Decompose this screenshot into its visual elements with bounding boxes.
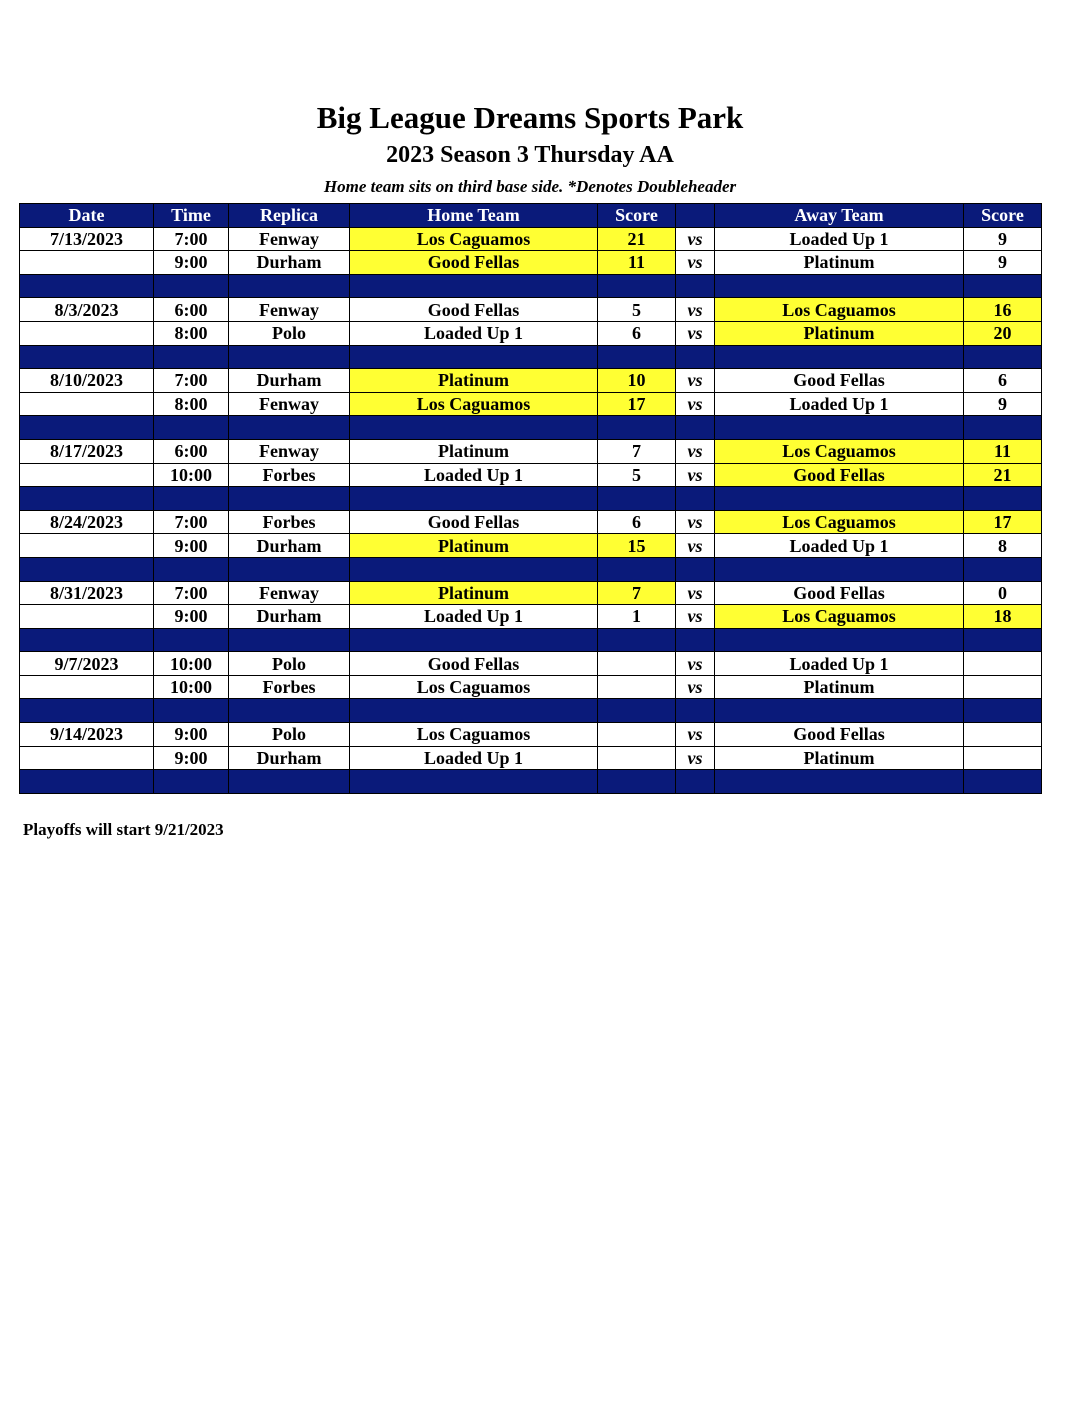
col-header-vs <box>676 204 715 228</box>
game-time: 9:00 <box>154 534 229 558</box>
game-field: Polo <box>229 652 350 676</box>
game-field: Forbes <box>229 510 350 534</box>
game-date: 7/13/2023 <box>20 227 154 251</box>
separator-cell <box>154 345 229 369</box>
separator-cell <box>229 628 350 652</box>
game-time: 9:00 <box>154 605 229 629</box>
game-time: 7:00 <box>154 369 229 393</box>
separator-cell <box>229 770 350 794</box>
home-score: 15 <box>598 534 676 558</box>
away-team: Good Fellas <box>715 723 964 747</box>
game-field: Fenway <box>229 392 350 416</box>
separator-cell <box>350 699 598 723</box>
table-row <box>20 605 1042 629</box>
home-team: Good Fellas <box>350 510 598 534</box>
separator-cell <box>676 628 715 652</box>
separator-cell <box>715 487 964 511</box>
vs-label: vs <box>676 652 715 676</box>
table-row <box>20 321 1042 345</box>
home-score <box>598 746 676 770</box>
home-team: Good Fellas <box>350 298 598 322</box>
week-separator-row <box>20 274 1042 298</box>
game-field: Forbes <box>229 463 350 487</box>
vs-label: vs <box>676 251 715 275</box>
home-team: Platinum <box>350 581 598 605</box>
home-team: Los Caguamos <box>350 675 598 699</box>
away-team: Los Caguamos <box>715 439 964 463</box>
away-team: Platinum <box>715 675 964 699</box>
separator-cell <box>20 416 154 440</box>
home-score: 7 <box>598 439 676 463</box>
vs-label: vs <box>676 723 715 747</box>
home-team: Good Fellas <box>350 251 598 275</box>
separator-cell <box>350 345 598 369</box>
col-header-away-team: Away Team <box>715 204 964 228</box>
home-team: Platinum <box>350 439 598 463</box>
home-team: Platinum <box>350 369 598 393</box>
separator-cell <box>715 699 964 723</box>
vs-label: vs <box>676 298 715 322</box>
separator-cell <box>154 274 229 298</box>
away-team: Good Fellas <box>715 463 964 487</box>
separator-cell <box>598 699 676 723</box>
separator-cell <box>964 628 1042 652</box>
home-score <box>598 675 676 699</box>
game-field: Fenway <box>229 298 350 322</box>
col-header-replica: Replica <box>229 204 350 228</box>
away-team: Good Fellas <box>715 369 964 393</box>
week-separator-row <box>20 770 1042 794</box>
separator-cell <box>229 487 350 511</box>
separator-cell <box>676 416 715 440</box>
week-separator-row <box>20 628 1042 652</box>
separator-cell <box>229 345 350 369</box>
separator-cell <box>154 770 229 794</box>
away-team: Loaded Up 1 <box>715 392 964 416</box>
home-score: 1 <box>598 605 676 629</box>
col-header-date: Date <box>20 204 154 228</box>
separator-cell <box>964 345 1042 369</box>
home-score <box>598 723 676 747</box>
separator-cell <box>598 770 676 794</box>
home-score: 7 <box>598 581 676 605</box>
away-team: Loaded Up 1 <box>715 652 964 676</box>
week-separator-row <box>20 557 1042 581</box>
col-header-time: Time <box>154 204 229 228</box>
separator-cell <box>229 416 350 440</box>
game-date <box>20 534 154 558</box>
home-score: 5 <box>598 298 676 322</box>
home-score: 5 <box>598 463 676 487</box>
schedule-table <box>19 203 1042 794</box>
vs-label: vs <box>676 439 715 463</box>
home-score: 6 <box>598 510 676 534</box>
away-score: 9 <box>964 227 1042 251</box>
game-time: 8:00 <box>154 321 229 345</box>
away-score: 11 <box>964 439 1042 463</box>
separator-cell <box>20 699 154 723</box>
away-team: Good Fellas <box>715 581 964 605</box>
separator-cell <box>20 628 154 652</box>
game-field: Forbes <box>229 675 350 699</box>
separator-cell <box>350 628 598 652</box>
home-team: Loaded Up 1 <box>350 463 598 487</box>
game-date: 8/3/2023 <box>20 298 154 322</box>
separator-cell <box>350 487 598 511</box>
game-date: 8/17/2023 <box>20 439 154 463</box>
separator-cell <box>598 345 676 369</box>
separator-cell <box>229 699 350 723</box>
separator-cell <box>229 274 350 298</box>
game-time: 10:00 <box>154 463 229 487</box>
game-date <box>20 251 154 275</box>
game-field: Durham <box>229 369 350 393</box>
vs-label: vs <box>676 675 715 699</box>
game-field: Polo <box>229 321 350 345</box>
table-row <box>20 298 1042 322</box>
game-time: 9:00 <box>154 723 229 747</box>
game-date <box>20 746 154 770</box>
away-score: 21 <box>964 463 1042 487</box>
home-team: Los Caguamos <box>350 723 598 747</box>
separator-cell <box>964 487 1042 511</box>
separator-cell <box>964 274 1042 298</box>
away-score <box>964 652 1042 676</box>
separator-cell <box>229 557 350 581</box>
week-separator-row <box>20 345 1042 369</box>
table-row <box>20 723 1042 747</box>
table-row <box>20 675 1042 699</box>
separator-cell <box>964 770 1042 794</box>
game-field: Fenway <box>229 227 350 251</box>
separator-cell <box>598 487 676 511</box>
game-field: Fenway <box>229 439 350 463</box>
home-score: 17 <box>598 392 676 416</box>
game-time: 6:00 <box>154 298 229 322</box>
separator-cell <box>715 274 964 298</box>
away-team: Los Caguamos <box>715 605 964 629</box>
game-field: Durham <box>229 251 350 275</box>
game-time: 9:00 <box>154 251 229 275</box>
away-score: 20 <box>964 321 1042 345</box>
game-date <box>20 605 154 629</box>
separator-cell <box>598 557 676 581</box>
away-team: Loaded Up 1 <box>715 227 964 251</box>
separator-cell <box>20 274 154 298</box>
home-score: 10 <box>598 369 676 393</box>
separator-cell <box>676 274 715 298</box>
separator-cell <box>154 487 229 511</box>
week-separator-row <box>20 487 1042 511</box>
game-time: 9:00 <box>154 746 229 770</box>
col-header-home-team: Home Team <box>350 204 598 228</box>
game-time: 6:00 <box>154 439 229 463</box>
table-row <box>20 463 1042 487</box>
separator-cell <box>598 416 676 440</box>
separator-cell <box>676 557 715 581</box>
separator-cell <box>350 416 598 440</box>
game-time: 7:00 <box>154 581 229 605</box>
home-team: Loaded Up 1 <box>350 321 598 345</box>
game-date: 8/31/2023 <box>20 581 154 605</box>
separator-cell <box>20 557 154 581</box>
separator-cell <box>676 345 715 369</box>
col-header-away-score: Score <box>964 204 1042 228</box>
game-date: 8/24/2023 <box>20 510 154 534</box>
game-field: Durham <box>229 605 350 629</box>
away-score: 6 <box>964 369 1042 393</box>
separator-cell <box>350 770 598 794</box>
vs-label: vs <box>676 463 715 487</box>
separator-cell <box>715 628 964 652</box>
game-field: Durham <box>229 746 350 770</box>
vs-label: vs <box>676 746 715 770</box>
table-row <box>20 392 1042 416</box>
separator-cell <box>154 416 229 440</box>
away-score: 0 <box>964 581 1042 605</box>
table-row <box>20 534 1042 558</box>
away-team: Platinum <box>715 321 964 345</box>
separator-cell <box>676 487 715 511</box>
header-row <box>20 204 1042 228</box>
home-score: 6 <box>598 321 676 345</box>
home-team: Los Caguamos <box>350 227 598 251</box>
game-date: 8/10/2023 <box>20 369 154 393</box>
game-time: 8:00 <box>154 392 229 416</box>
separator-cell <box>715 345 964 369</box>
table-row <box>20 251 1042 275</box>
separator-cell <box>964 699 1042 723</box>
game-date <box>20 321 154 345</box>
separator-cell <box>964 416 1042 440</box>
game-time: 7:00 <box>154 510 229 534</box>
vs-label: vs <box>676 534 715 558</box>
away-team: Platinum <box>715 251 964 275</box>
game-date <box>20 392 154 416</box>
game-field: Durham <box>229 534 350 558</box>
separator-cell <box>715 557 964 581</box>
separator-cell <box>20 345 154 369</box>
table-row <box>20 652 1042 676</box>
away-score <box>964 675 1042 699</box>
separator-cell <box>598 274 676 298</box>
vs-label: vs <box>676 321 715 345</box>
week-separator-row <box>20 416 1042 440</box>
game-field: Polo <box>229 723 350 747</box>
separator-cell <box>154 699 229 723</box>
week-separator-row <box>20 699 1042 723</box>
game-date: 9/7/2023 <box>20 652 154 676</box>
separator-cell <box>20 487 154 511</box>
away-score <box>964 723 1042 747</box>
table-row <box>20 227 1042 251</box>
vs-label: vs <box>676 369 715 393</box>
separator-cell <box>715 416 964 440</box>
away-score <box>964 746 1042 770</box>
game-time: 10:00 <box>154 652 229 676</box>
vs-label: vs <box>676 510 715 534</box>
away-team: Los Caguamos <box>715 298 964 322</box>
away-score: 9 <box>964 251 1042 275</box>
schedule-body <box>20 227 1042 793</box>
game-time: 7:00 <box>154 227 229 251</box>
game-time: 10:00 <box>154 675 229 699</box>
home-score: 21 <box>598 227 676 251</box>
vs-label: vs <box>676 392 715 416</box>
away-score: 18 <box>964 605 1042 629</box>
home-team: Los Caguamos <box>350 392 598 416</box>
table-row <box>20 510 1042 534</box>
table-row <box>20 369 1042 393</box>
home-team: Loaded Up 1 <box>350 605 598 629</box>
away-score: 9 <box>964 392 1042 416</box>
game-date: 9/14/2023 <box>20 723 154 747</box>
table-row <box>20 439 1042 463</box>
home-score: 11 <box>598 251 676 275</box>
separator-cell <box>676 699 715 723</box>
away-score: 8 <box>964 534 1042 558</box>
table-row <box>20 746 1042 770</box>
separator-cell <box>598 628 676 652</box>
home-team: Good Fellas <box>350 652 598 676</box>
schedule-note: Home team sits on third base side. *Denotes Doubleheader <box>323 177 737 196</box>
away-score: 17 <box>964 510 1042 534</box>
vs-label: vs <box>676 581 715 605</box>
away-score: 16 <box>964 298 1042 322</box>
home-team: Loaded Up 1 <box>350 746 598 770</box>
home-score <box>598 652 676 676</box>
playoffs-note: Playoffs will start 9/21/2023 <box>23 820 224 839</box>
game-date <box>20 463 154 487</box>
table-row <box>20 581 1042 605</box>
separator-cell <box>350 274 598 298</box>
game-field: Fenway <box>229 581 350 605</box>
vs-label: vs <box>676 227 715 251</box>
separator-cell <box>964 557 1042 581</box>
separator-cell <box>20 770 154 794</box>
separator-cell <box>676 770 715 794</box>
separator-cell <box>350 557 598 581</box>
page-subtitle: 2023 Season 3 Thursday AA <box>386 142 674 168</box>
separator-cell <box>715 770 964 794</box>
away-team: Platinum <box>715 746 964 770</box>
away-team: Los Caguamos <box>715 510 964 534</box>
home-team: Platinum <box>350 534 598 558</box>
vs-label: vs <box>676 605 715 629</box>
separator-cell <box>154 628 229 652</box>
page-title: Big League Dreams Sports Park <box>316 100 744 135</box>
separator-cell <box>154 557 229 581</box>
game-date <box>20 675 154 699</box>
col-header-home-score: Score <box>598 204 676 228</box>
away-team: Loaded Up 1 <box>715 534 964 558</box>
